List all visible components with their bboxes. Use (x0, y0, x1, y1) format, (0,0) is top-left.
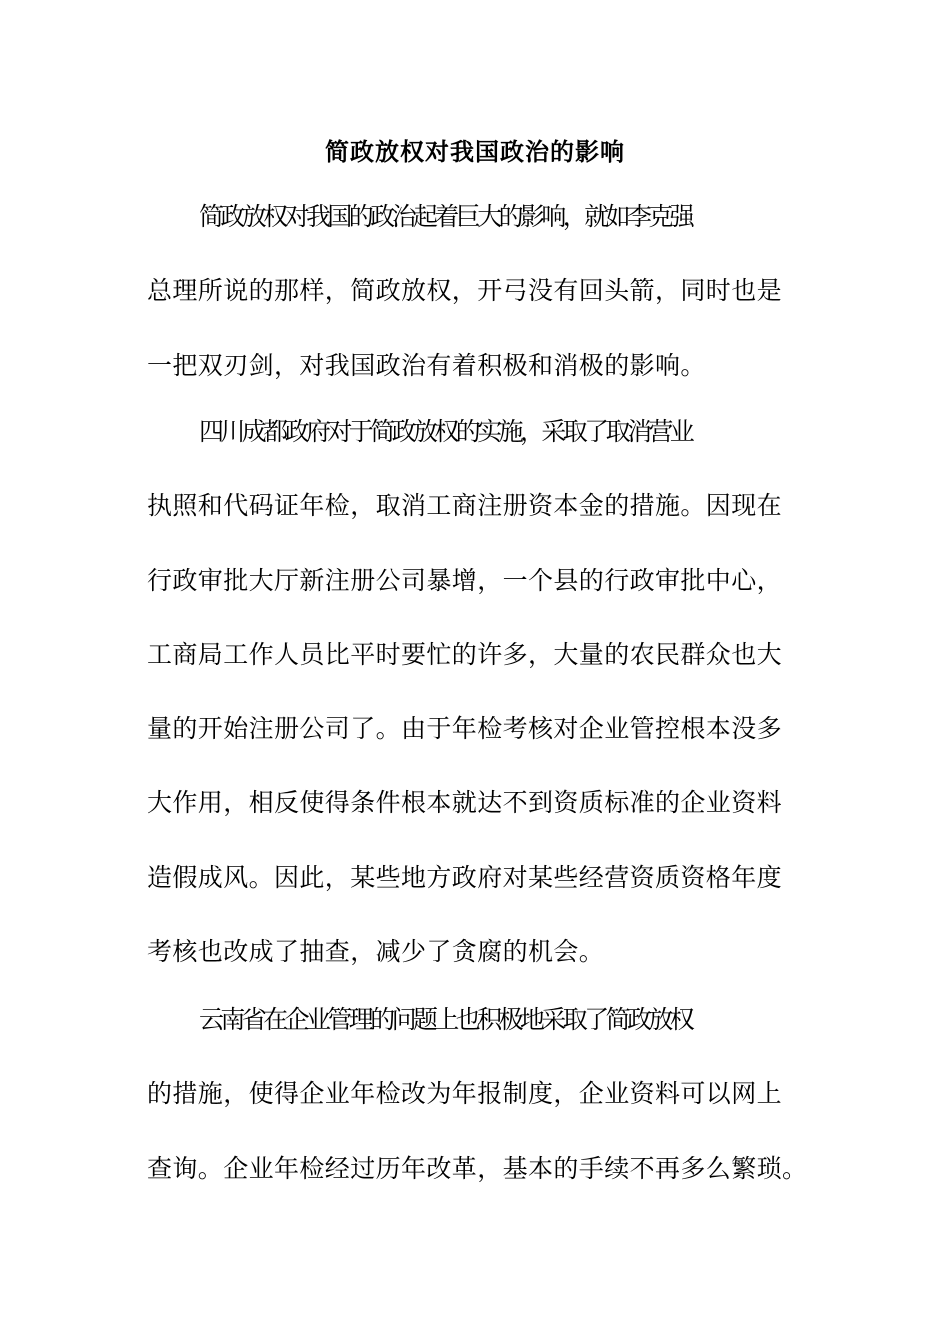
paragraph-line: 执照和代码证年检，取消工商注册资本金的措施。因现在 (147, 491, 783, 521)
paragraph-line: 云南省在企业管理的问题上也积极地采取了简政放权 (199, 1005, 692, 1034)
paragraph-line: 一把双刃剑，对我国政治有着积极和消极的影响。 (147, 350, 706, 380)
paragraph (147, 395, 807, 989)
document-title: 简政放权对我国政治的影响 (325, 137, 625, 166)
paragraph-line: 简政放权对我国的政治起着巨大的影响，就如李克强 (199, 202, 692, 231)
paragraph-line: 的措施，使得企业年检改为年报制度，企业资料可以网上 (147, 1079, 783, 1109)
paragraph-line: 工商局工作人员比平时要忙的许多，大量的农民群众也大 (147, 639, 783, 669)
paragraph-line: 造假成风。因此，某些地方政府对某些经营资质资格年度 (147, 862, 783, 892)
paragraph (147, 180, 807, 403)
paragraph-line: 考核也改成了抽查，减少了贪腐的机会。 (147, 937, 605, 967)
paragraph-line: 四川成都政府对于简政放权的实施，采取了取消营业 (199, 417, 692, 446)
paragraph-line: 大作用，相反使得条件根本就达不到资质标准的企业资料 (147, 788, 783, 818)
paragraph-line: 查询。企业年检经过历年改革，基本的手续不再多么繁琐。 (147, 1153, 808, 1183)
paragraph-line: 行政审批大厅新注册公司暴增，一个县的行政审批中心， (147, 565, 783, 595)
paragraph (147, 983, 807, 1206)
paragraph-line: 量的开始注册公司了。由于年检考核对企业管控根本没多 (147, 714, 783, 744)
paragraph-line: 总理所说的那样，简政放权，开弓没有回头箭，同时也是 (147, 276, 783, 306)
